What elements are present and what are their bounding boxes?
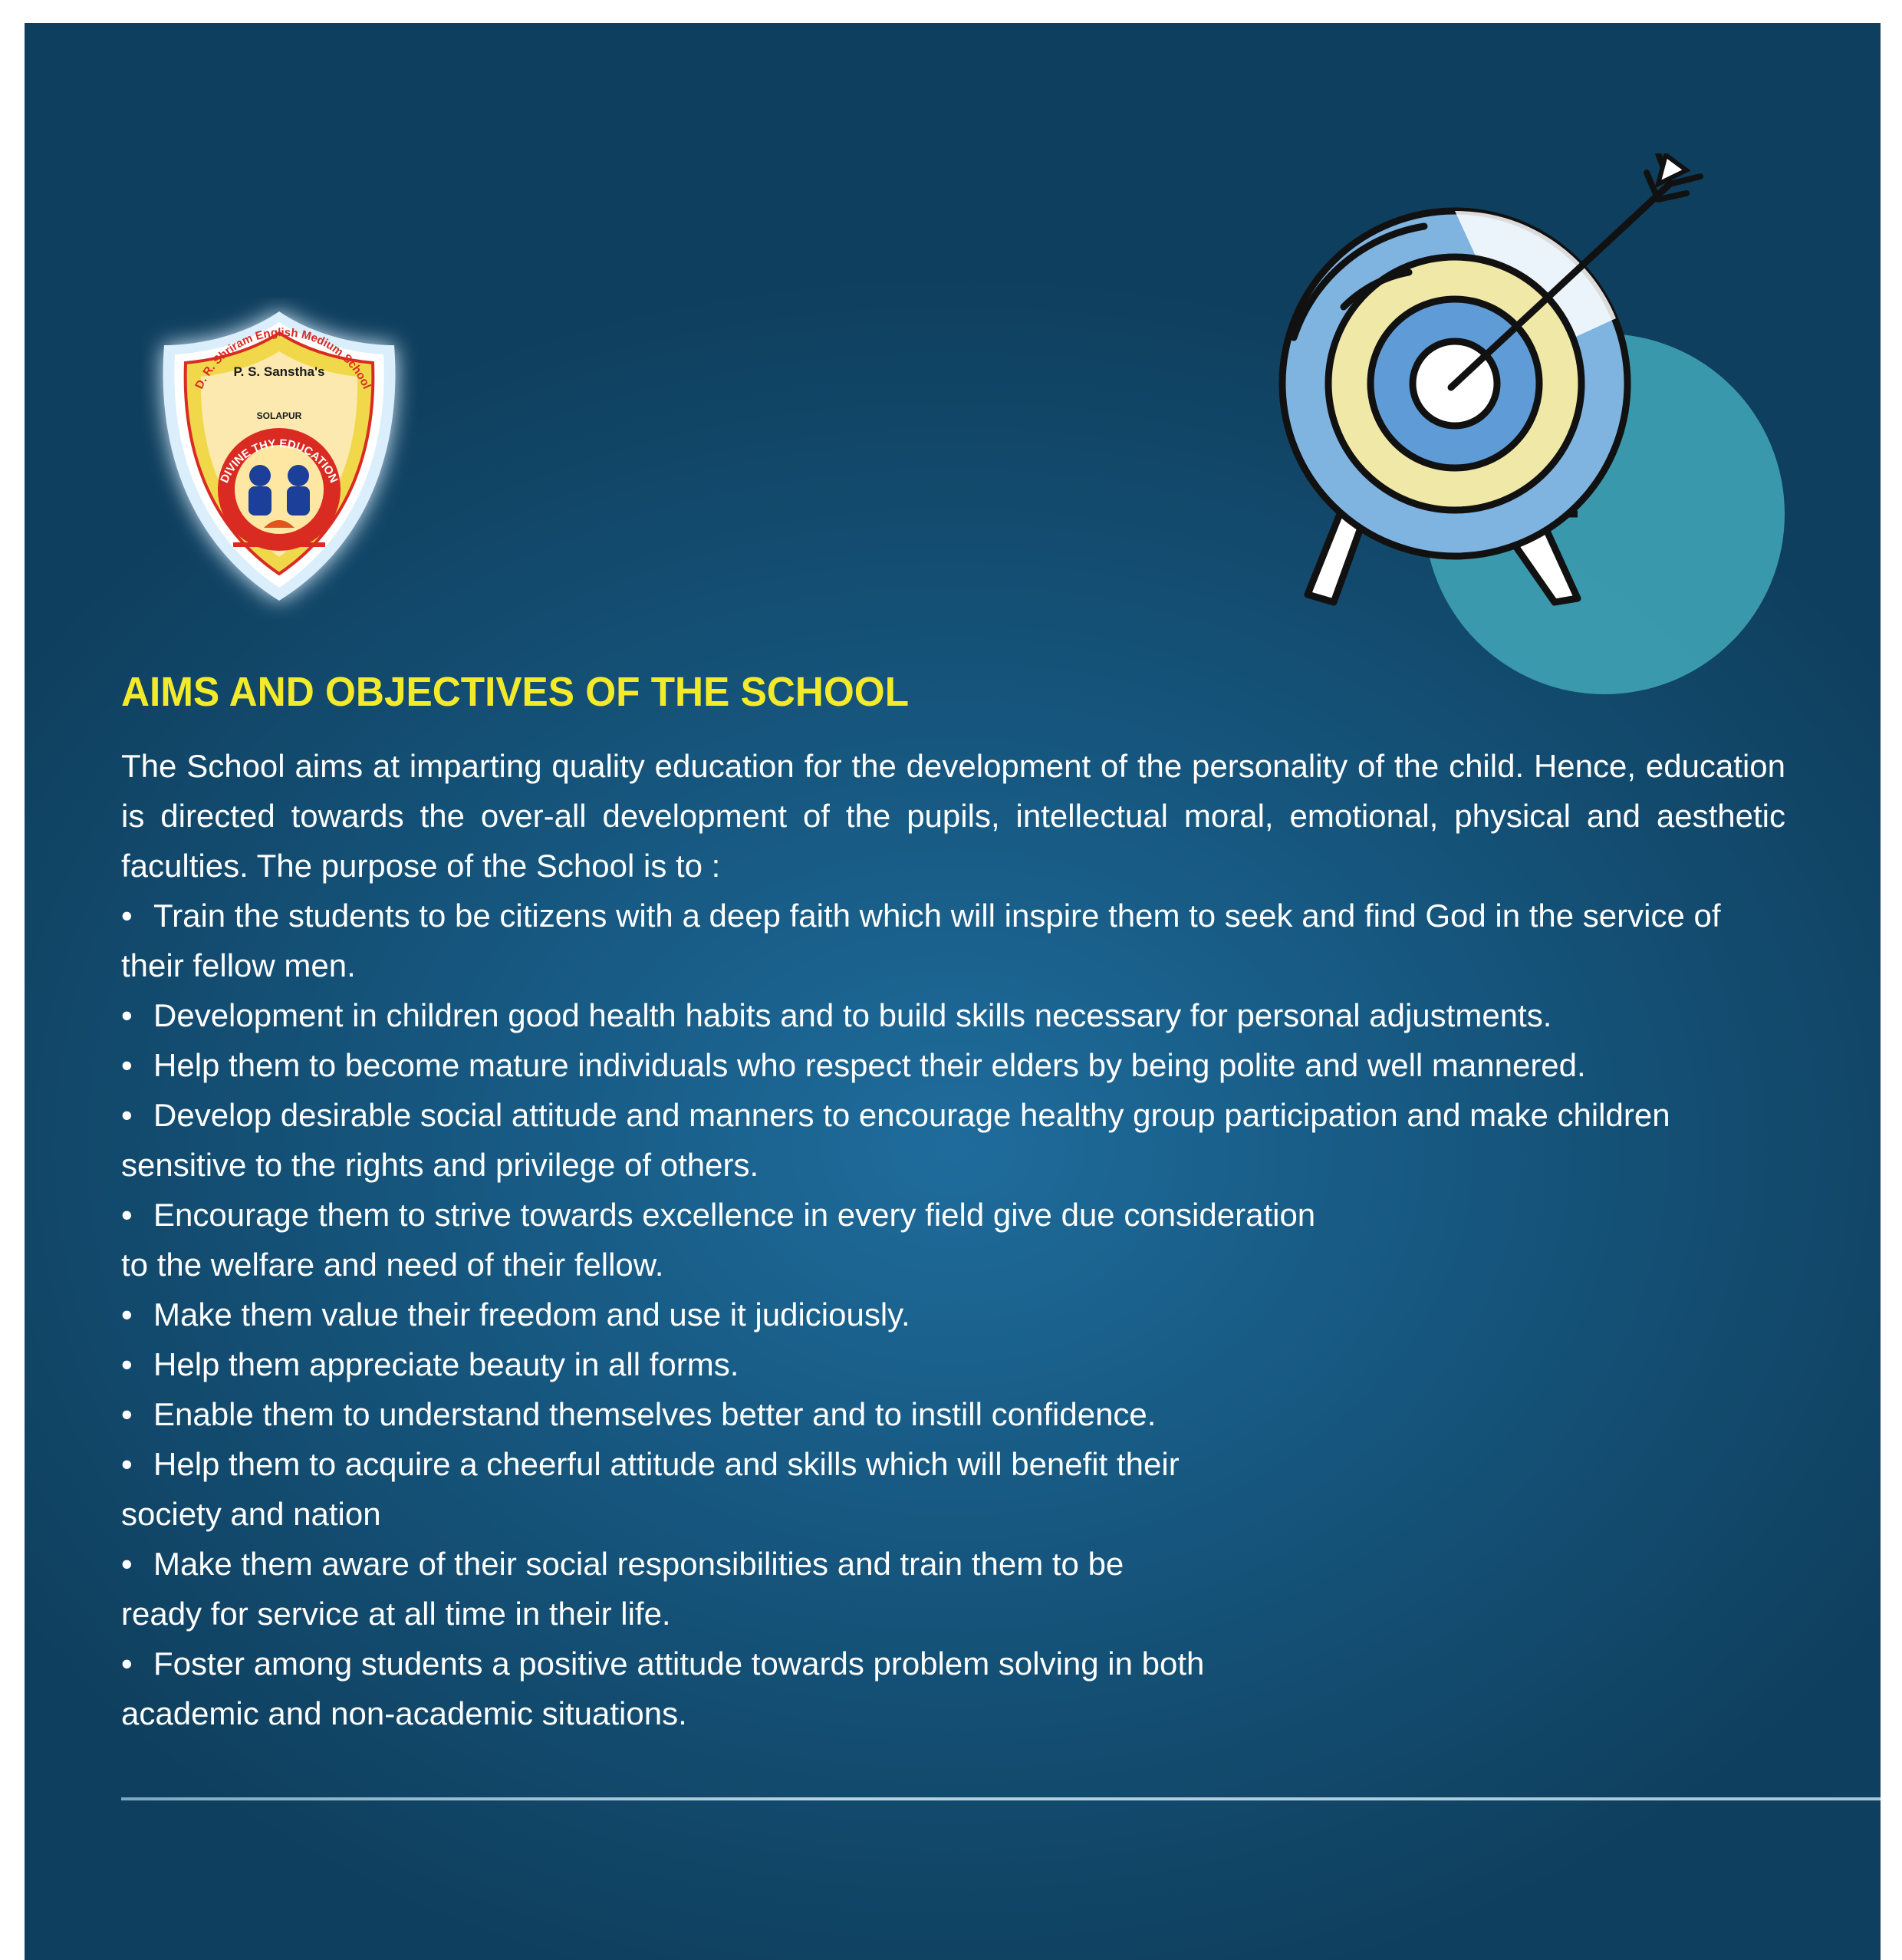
bullet-icon: • [121, 1645, 133, 1682]
bullet-icon: • [121, 1097, 133, 1133]
list-item-continuation: society and nation [121, 1496, 381, 1532]
list-item: • Make them aware of their social responsibilities and train them to be [121, 1539, 1785, 1589]
bullet-icon: • [121, 997, 133, 1033]
section-title: AIMS AND OBJECTIVES OF THE SCHOOL [121, 669, 910, 715]
list-item: • Help them to become mature individuals who respect their elders by being polite and well mannered. [121, 1040, 1785, 1090]
list-item-continuation: to the welfare and need of their fellow. [121, 1247, 664, 1283]
list-item: • Enable them to understand themselves better and to instill confidence. [121, 1389, 1785, 1439]
bullet-icon: • [121, 898, 133, 934]
aims-section [121, 667, 1785, 1738]
list-item: • Help them appreciate beauty in all forms. [121, 1339, 1785, 1389]
list-item: • Train the students to be citizens with a deep faith which will inspire them to seek and find God in the service of their fellow men. [121, 891, 1785, 990]
bullet-icon: • [121, 1197, 133, 1233]
list-item: • Development in children good health habits and to build skills necessary for personal adjustments. [121, 990, 1785, 1040]
bullet-icon: • [121, 1396, 133, 1432]
logo-school-name: D. R. Shriram English Medium School [193, 325, 373, 391]
list-item: • Develop desirable social attitude and manners to encourage healthy group participation and make children sensitive to the rights and privilege of others. [121, 1090, 1785, 1190]
logo-motto: DIVINE THY EDUCATION [218, 436, 341, 486]
bullet-icon: • [121, 1346, 133, 1382]
brochure-page [25, 23, 1881, 1960]
list-item-continuation: ready for service at all time in their life. [121, 1596, 671, 1632]
intro-paragraph: The School aims at imparting quality education for the development of the personality of the child. Hence, education is directed towards the over-all development of the pupils, intellectual moral, emotional, physical and aesthetic faculties. The purpose of the School is to : [121, 748, 1785, 884]
bullet-icon: • [121, 1047, 133, 1083]
logo-city: SOLAPUR [256, 410, 302, 421]
bullet-icon: • [121, 1296, 133, 1332]
bullet-icon: • [121, 1546, 133, 1582]
objectives-list [121, 891, 1785, 1738]
bottom-divider [121, 1797, 1881, 1800]
school-crest-logo [141, 298, 417, 620]
archery-target-icon [1217, 153, 1800, 736]
list-item: • Help them to acquire a cheerful attitude and skills which will benefit their [121, 1439, 1785, 1489]
list-item: • Make them value their freedom and use it judiciously. [121, 1290, 1785, 1339]
list-item: • Encourage them to strive towards excellence in every field give due consideration [121, 1190, 1785, 1240]
logo-top-text: P. S. Sanstha's [233, 364, 325, 379]
bullet-icon: • [121, 1446, 133, 1482]
list-item-continuation: academic and non-academic situations. [121, 1695, 687, 1731]
list-item: • Foster among students a positive attitude towards problem solving in both [121, 1639, 1785, 1688]
